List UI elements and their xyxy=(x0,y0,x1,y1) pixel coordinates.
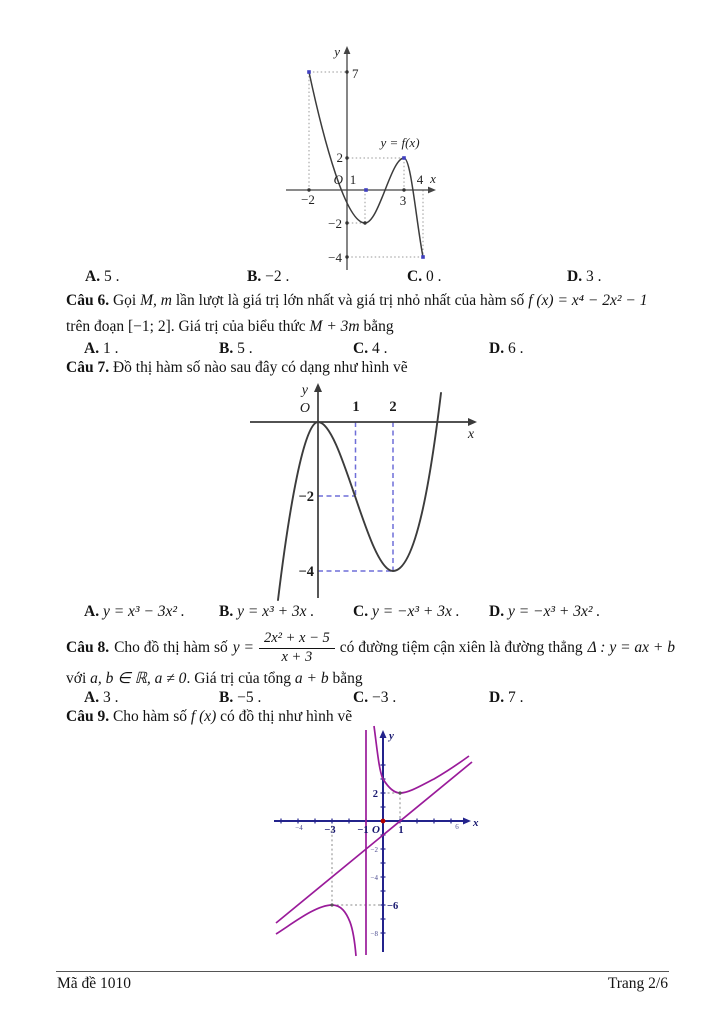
q5-curve-label: y = f(x) xyxy=(380,135,420,150)
q7-option-c: C. y = −x³ + 3x . xyxy=(353,603,460,620)
q6-option-a: A. 1 . xyxy=(84,340,119,357)
q5-y-axis-label: y xyxy=(334,44,340,59)
q8-option-d: D. 7 . xyxy=(489,689,524,706)
graph-q9 xyxy=(268,726,480,956)
q5-tick-3: 3 xyxy=(399,193,407,208)
footer-page-number: Trang 2/6 xyxy=(607,975,668,992)
q9-tick-1: 1 xyxy=(398,825,404,836)
question-8-label: Câu 8. xyxy=(66,639,110,656)
q7-tick-neg2: −2 xyxy=(298,489,314,505)
q8-fraction xyxy=(259,631,335,666)
q7-axes xyxy=(250,388,472,598)
q9-x-axis-label: x xyxy=(473,817,479,829)
q5-tick-4: 4 xyxy=(416,172,424,187)
question-6-label: Câu 6. xyxy=(66,292,110,309)
q9-tick-2: 2 xyxy=(372,789,378,800)
footer-divider xyxy=(56,971,669,972)
q9-origin: O xyxy=(372,824,380,836)
q7-tick-neg4: −4 xyxy=(298,564,314,580)
q9-oblique-asymptote xyxy=(276,762,472,923)
q5-tick-2: 2 xyxy=(336,150,343,165)
q5-options-row xyxy=(0,268,725,290)
q5-option-c: C. 0 . xyxy=(407,268,442,285)
question-7-label: Câu 7. xyxy=(66,359,110,376)
question-7-line: Câu 7. Đồ thị hàm số nào sau đây có dạng như hình vẽ xyxy=(66,359,408,376)
q9-tick-neg4x-minor: −4 xyxy=(295,824,303,832)
q7-option-b: B. y = x³ + 3x . xyxy=(219,603,315,620)
q5-option-b: B. −2 . xyxy=(247,268,290,285)
q8-option-c: C. −3 . xyxy=(353,689,397,706)
q5-point-markers xyxy=(307,70,425,259)
footer-exam-code: Mã đề 1010 xyxy=(57,975,132,992)
q5-x-arrow xyxy=(428,187,436,194)
question-8-line-2: với a, b ∈ ℝ, a ≠ 0. Giá trị của tổng a + b bằng xyxy=(66,670,363,687)
q5-tick-neg2y: −2 xyxy=(328,216,342,231)
q9-tick-neg1: −1 xyxy=(357,825,369,836)
q9-tick-6x-minor: 6 xyxy=(455,823,459,831)
question-6-line-1: Câu 6. Gọi M, m lần lượt là giá trị lớn nhất và giá trị nhỏ nhất của hàm số f (x) = x⁴ − 2x² − 1 xyxy=(66,292,648,309)
q7-tick-1: 1 xyxy=(352,399,360,415)
question-9-line: Câu 9. Cho hàm số f (x) có đồ thị như hình vẽ xyxy=(66,708,353,725)
q9-function-curves xyxy=(276,726,472,956)
q9-tick-neg3: −3 xyxy=(324,825,336,836)
q8-fraction-denominator: x + 3 xyxy=(281,648,313,665)
q7-tick-2: 2 xyxy=(389,399,397,415)
question-6-line-2: trên đoạn [−1; 2]. Giá trị của biểu thức M + 3m bằng xyxy=(66,318,394,335)
graph-q7 xyxy=(244,381,484,602)
q5-y-arrow xyxy=(344,46,351,54)
q9-x-arrow xyxy=(463,818,471,825)
q9-tick-neg8y-minor: −8 xyxy=(370,930,378,938)
q5-origin: O xyxy=(333,172,343,187)
q8-option-a: A. 3 . xyxy=(84,689,119,706)
question-9-label: Câu 9. xyxy=(66,708,110,725)
q9-origin-dot xyxy=(381,819,386,824)
q9-y-axis-label: y xyxy=(389,730,394,742)
q7-y-arrow xyxy=(314,383,322,392)
q5-tick-neg4y: −4 xyxy=(328,250,342,265)
q6-option-c: C. 4 . xyxy=(353,340,388,357)
q7-origin: O xyxy=(299,401,310,416)
q7-option-d: D. y = −x³ + 3x² . xyxy=(489,603,601,620)
q5-tick-neg2x: −2 xyxy=(301,192,315,207)
q5-axis-dots xyxy=(307,70,405,258)
q7-x-axis-label: x xyxy=(467,427,475,442)
q9-y-arrow xyxy=(380,730,387,738)
q9-min-point xyxy=(398,791,401,794)
graph-q5 xyxy=(280,42,440,274)
q7-x-arrow xyxy=(468,418,477,426)
q5-curve xyxy=(309,72,423,257)
q5-option-d: D. 3 . xyxy=(567,268,602,285)
q9-max-point xyxy=(330,903,333,906)
q5-axes xyxy=(286,50,432,270)
q9-axes xyxy=(274,735,466,952)
q5-tick-7: 7 xyxy=(352,66,359,81)
q5-x-axis-label: x xyxy=(430,171,436,186)
q7-options-row xyxy=(0,603,725,625)
q5-tick-1: 1 xyxy=(349,172,357,187)
q9-tick-neg6: −6 xyxy=(387,901,399,912)
q9-tick-neg2y-minor: −2 xyxy=(370,846,378,854)
q8-fraction-numerator: 2x² + x − 5 xyxy=(259,631,335,649)
q5-dotted-guides xyxy=(309,72,423,257)
q6-option-b: B. 5 . xyxy=(219,340,253,357)
q8-option-b: B. −5 . xyxy=(219,689,262,706)
q9-tick-neg4y-minor: −4 xyxy=(370,874,378,882)
q7-y-axis-label: y xyxy=(301,383,308,398)
q5-option-a: A. 5 . xyxy=(85,268,120,285)
question-8-line-1: Câu 8. Cho đồ thị hàm số y = $\frac{\text{2x² + x − 5}}{x + 3}$ có đường tiệm cận xiên là đường thẳng Δ : y = ax + b xyxy=(66,629,676,665)
q6-option-d: D. 6 . xyxy=(489,340,524,357)
q7-option-a: A. y = x³ − 3x² . xyxy=(84,603,185,620)
